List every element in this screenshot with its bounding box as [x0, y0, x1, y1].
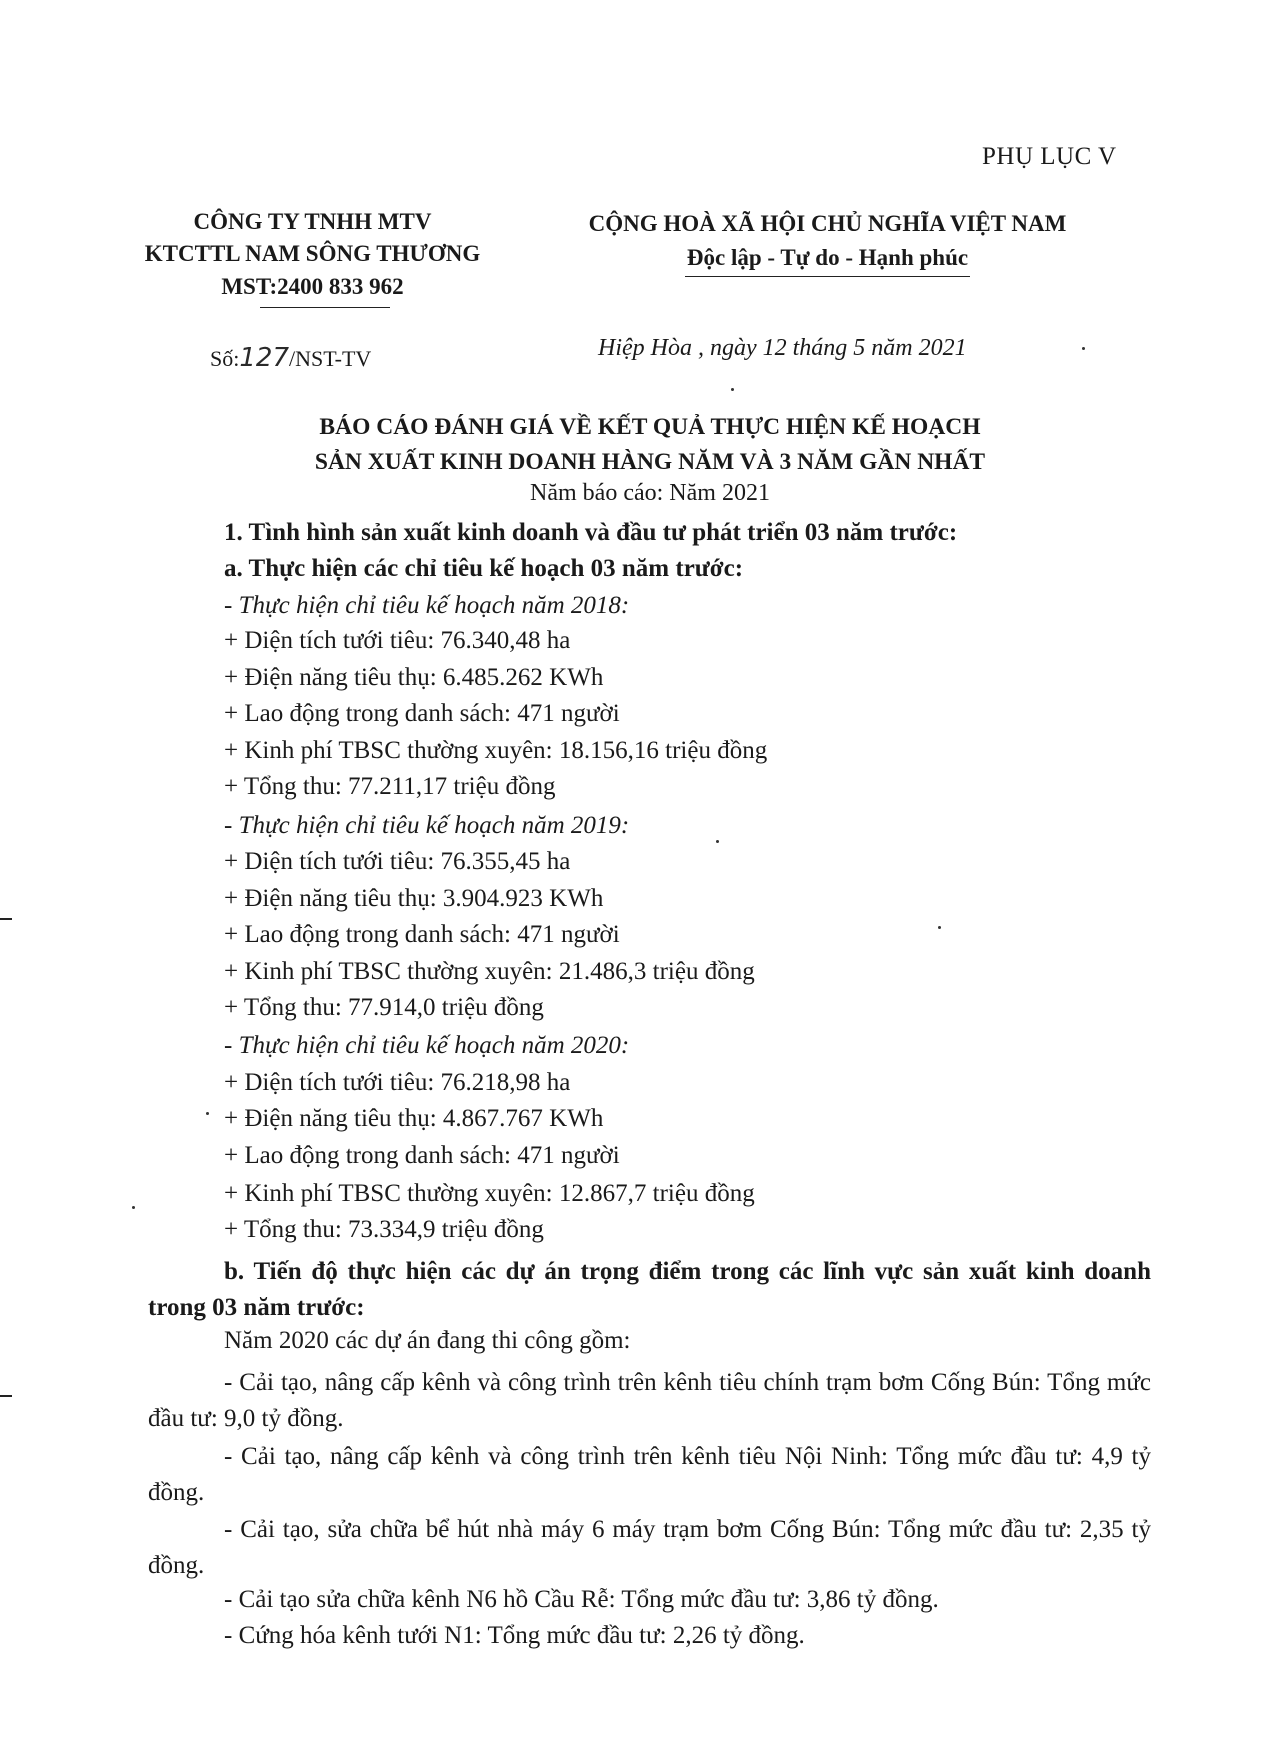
scan-edge-mark	[0, 1395, 12, 1397]
report-title	[150, 410, 1150, 480]
national-header	[560, 207, 1095, 277]
organization-header	[120, 206, 505, 303]
year-2018-heading: - Thực hiện chỉ tiêu kế hoạch năm 2018:	[224, 592, 630, 619]
list-item: + Tổng thu: 77.211,17 triệu đồng	[224, 773, 556, 800]
list-item: + Diện tích tưới tiêu: 76.218,98 ha	[224, 1069, 571, 1096]
scan-speck	[716, 840, 719, 843]
project-item: - Cải tạo, nâng cấp kênh và công trình trên kênh tiêu Nội Ninh: Tổng mức đầu tư: 4,9 tỷ đồng.	[148, 1443, 1151, 1506]
list-item: + Diện tích tưới tiêu: 76.355,45 ha	[224, 848, 571, 875]
report-title-line1: BÁO CÁO ĐÁNH GIÁ VỀ KẾT QUẢ THỰC HIỆN KẾ HOẠCH	[319, 414, 981, 440]
tax-code-value: 2400 833 962	[277, 274, 404, 299]
section1b-heading: b. Tiến độ thực hiện các dự án trọng điểm trong các lĩnh vực sản xuất kinh doanh trong 03 năm trước:	[148, 1258, 1151, 1321]
list-item: + Kinh phí TBSC thường xuyên: 21.486,3 triệu đồng	[224, 958, 755, 985]
report-year: Năm báo cáo: Năm 2021	[530, 480, 770, 506]
project-item: - Cải tạo, nâng cấp kênh và công trình trên kênh tiêu chính trạm bơm Cống Bún: Tổng mức đầu tư: 9,0 tỷ đồng.	[148, 1369, 1151, 1432]
list-item: + Kinh phí TBSC thường xuyên: 18.156,16 triệu đồng	[224, 737, 768, 764]
section1-heading: 1. Tình hình sản xuất kinh doanh và đầu tư phát triển 03 năm trước:	[224, 519, 958, 546]
nation-motto: Độc lập - Tự do - Hạnh phúc	[685, 241, 970, 277]
scan-speck	[1082, 347, 1085, 350]
doc-number-prefix: Số:	[210, 346, 240, 371]
report-title-line2: SẢN XUẤT KINH DOANH HÀNG NĂM VÀ 3 NĂM GẦN NHẤT	[314, 449, 986, 475]
nation-name: CỘNG HOÀ XÃ HỘI CHỦ NGHĨA VIỆT NAM	[588, 211, 1067, 236]
organization-divider	[260, 307, 390, 308]
tax-code	[120, 271, 505, 303]
scan-edge-mark	[0, 918, 12, 920]
scan-speck	[938, 926, 941, 929]
project-item: - Cứng hóa kênh tưới N1: Tổng mức đầu tư: 2,26 tỷ đồng.	[224, 1622, 805, 1649]
projects-intro: Năm 2020 các dự án đang thi công gồm:	[224, 1327, 631, 1354]
document-number	[210, 343, 371, 373]
list-item: + Điện năng tiêu thụ: 4.867.767 KWh	[224, 1105, 604, 1132]
list-item: + Tổng thu: 73.334,9 triệu đồng	[224, 1216, 544, 1243]
doc-number-handwritten: 127	[239, 343, 289, 373]
appendix-label: PHỤ LỤC V	[982, 143, 1117, 170]
list-item: + Tổng thu: 77.914,0 triệu đồng	[224, 994, 544, 1021]
project-item: - Cải tạo sửa chữa kênh N6 hồ Cầu Rễ: Tổng mức đầu tư: 3,86 tỷ đồng.	[224, 1586, 939, 1613]
list-item: + Lao động trong danh sách: 471 người	[224, 921, 620, 948]
organization-line2: KTCTTL NAM SÔNG THƯƠNG	[144, 241, 481, 266]
year-2020-heading: - Thực hiện chỉ tiêu kế hoạch năm 2020:	[224, 1032, 630, 1059]
year-2019-heading: - Thực hiện chỉ tiêu kế hoạch năm 2019:	[224, 812, 630, 839]
list-item: + Diện tích tưới tiêu: 76.340,48 ha	[224, 627, 571, 654]
scan-speck	[206, 1112, 209, 1115]
section1a-heading: a. Thực hiện các chỉ tiêu kế hoạch 03 năm trước:	[224, 555, 744, 582]
list-item: + Lao động trong danh sách: 471 người	[224, 1142, 620, 1169]
place-date: Hiệp Hòa , ngày 12 tháng 5 năm 2021	[598, 335, 967, 361]
organization-line1: CÔNG TY TNHH MTV	[193, 209, 432, 234]
project-item: - Cải tạo, sửa chữa bể hút nhà máy 6 máy trạm bơm Cống Bún: Tổng mức đầu tư: 2,35 tỷ đồng.	[148, 1516, 1151, 1579]
scan-speck	[731, 388, 734, 391]
tax-code-label: MST:	[221, 274, 278, 299]
list-item: + Lao động trong danh sách: 471 người	[224, 700, 620, 727]
list-item: + Kinh phí TBSC thường xuyên: 12.867,7 triệu đồng	[224, 1180, 755, 1207]
scan-speck	[132, 1206, 135, 1209]
doc-number-suffix: /NST-TV	[289, 346, 372, 371]
list-item: + Điện năng tiêu thụ: 6.485.262 KWh	[224, 664, 604, 691]
list-item: + Điện năng tiêu thụ: 3.904.923 KWh	[224, 885, 604, 912]
